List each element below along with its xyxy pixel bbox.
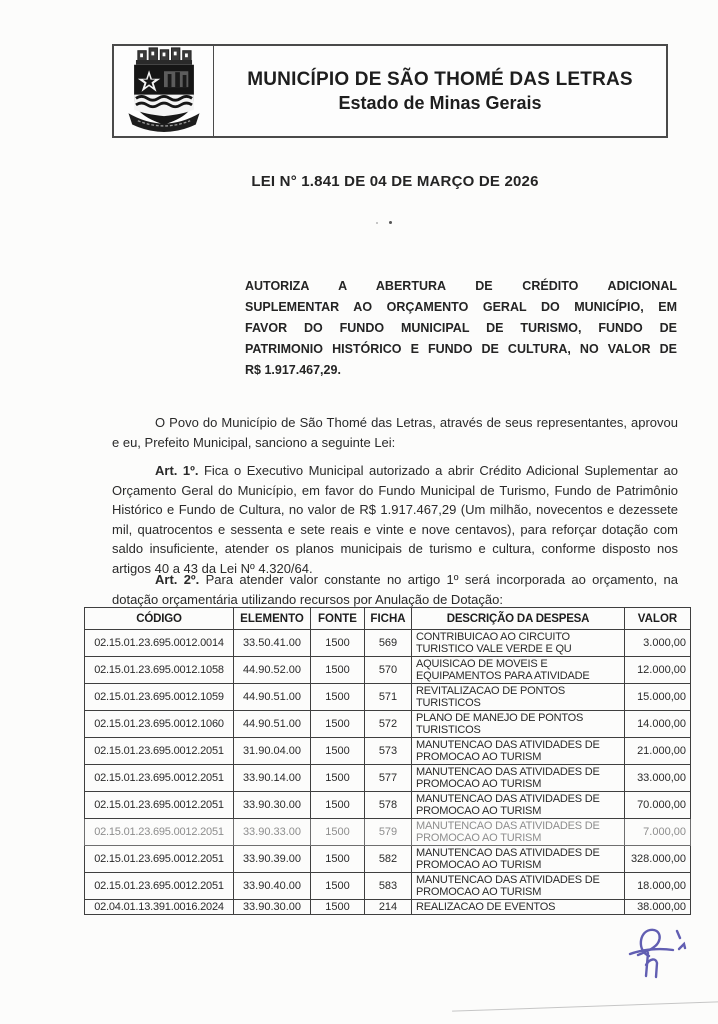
cell-ficha: 569 xyxy=(365,630,412,657)
cell-codigo: 02.15.01.23.695.0012.2051 xyxy=(85,846,234,873)
table-row xyxy=(85,900,691,915)
table-row xyxy=(85,846,691,873)
cell-descricao: MANUTENCAO DAS ATIVIDADES DE PROMOCAO AO TURISM xyxy=(412,792,625,819)
cell-elemento: 33.50.41.00 xyxy=(234,630,311,657)
article-1-text: Fica o Executivo Municipal autorizado a abrir Crédito Adicional Suplementar ao Orçamento Geral do Município, em favor do Fundo Municipal de Turismo, Fundo de Patrimônio Histórico e Fundo de Cultura, no valor de R$ 1.917.467,29 (Um milhão, novecentos e dezessete mil, quatrocentos e sessenta e sete reais e vinte e nove centavos), para reforçar dotação com saldo insuficiente, atender os planos municipais de turismo e cultura, conforme disposto nos artigos 40 a 43 da Lei Nº 4.320/64. xyxy=(112,463,678,576)
preamble-paragraph: O Povo do Município de São Thomé das Letras, através de seus representantes, aprovou e eu, Prefeito Municipal, sanciono a seguinte Lei: xyxy=(112,415,678,450)
logo-cell xyxy=(114,46,214,136)
table-row xyxy=(85,684,691,711)
letterhead-text xyxy=(214,46,666,136)
cell-descricao: MANUTENCAO DAS ATIVIDADES DE PROMOCAO AO TURISM xyxy=(412,765,625,792)
cell-descricao: MANUTENCAO DAS ATIVIDADES DE PROMOCAO AO TURISM xyxy=(412,738,625,765)
table-row xyxy=(85,765,691,792)
column-header-descricao: DESCRIÇÃO DA DESPESA xyxy=(412,608,625,630)
scan-artifact-dot xyxy=(376,222,378,224)
cell-valor: 21.000,00 xyxy=(625,738,691,765)
cell-elemento: 33.90.39.00 xyxy=(234,846,311,873)
cell-descricao: PLANO DE MANEJO DE PONTOS TURISTICOS xyxy=(412,711,625,738)
cell-codigo: 02.04.01.13.391.0016.2024 xyxy=(85,900,234,915)
scan-artifact-dot xyxy=(389,221,392,224)
cell-codigo: 02.15.01.23.695.0012.1059 xyxy=(85,684,234,711)
cell-fonte: 1500 xyxy=(311,900,365,915)
cell-codigo: 02.15.01.23.695.0012.2051 xyxy=(85,819,234,846)
cell-valor: 7.000,00 xyxy=(625,819,691,846)
signature-initials-icon xyxy=(620,920,700,1000)
cell-codigo: 02.15.01.23.695.0012.2051 xyxy=(85,738,234,765)
ementa-line: AUTORIZA A ABERTURA DE CRÉDITO ADICIONAL xyxy=(245,279,677,293)
cell-elemento: 33.90.30.00 xyxy=(234,900,311,915)
cell-elemento: 44.90.51.00 xyxy=(234,684,311,711)
column-header-codigo: CÓDIGO xyxy=(85,608,234,630)
ementa-line: SUPLEMENTAR AO ORÇAMENTO GERAL DO MUNICÍPIO, EM xyxy=(245,300,677,314)
cell-ficha: 577 xyxy=(365,765,412,792)
article-2-label: Art. 2º. xyxy=(155,572,200,587)
cell-descricao: MANUTENCAO DAS ATIVIDADES DE PROMOCAO AO TURISM xyxy=(412,846,625,873)
budget-table-body xyxy=(85,630,691,915)
cell-descricao: MANUTENCAO DAS ATIVIDADES DE PROMOCAO AO TURISM xyxy=(412,819,625,846)
cell-descricao: REVITALIZACAO DE PONTOS TURISTICOS xyxy=(412,684,625,711)
state-name: Estado de Minas Gerais xyxy=(338,92,542,113)
cell-codigo: 02.15.01.23.695.0012.2051 xyxy=(85,873,234,900)
cell-valor: 15.000,00 xyxy=(625,684,691,711)
coat-of-arms-icon xyxy=(126,46,202,137)
article-2-text: Para atender valor constante no artigo 1º será incorporada ao orçamento, na dotação orçamentária utilizando recursos por Anulação de Dotação: xyxy=(112,572,678,607)
cell-fonte: 1500 xyxy=(311,684,365,711)
article-1-paragraph xyxy=(112,461,678,578)
cell-elemento: 44.90.51.00 xyxy=(234,711,311,738)
table-row xyxy=(85,819,691,846)
cell-fonte: 1500 xyxy=(311,711,365,738)
cell-ficha: 582 xyxy=(365,846,412,873)
cell-elemento: 33.90.33.00 xyxy=(234,819,311,846)
cell-valor: 33.000,00 xyxy=(625,765,691,792)
table-row xyxy=(85,792,691,819)
cell-valor: 3.000,00 xyxy=(625,630,691,657)
cell-valor: 12.000,00 xyxy=(625,657,691,684)
cell-ficha: 572 xyxy=(365,711,412,738)
column-header-valor: VALOR xyxy=(625,608,691,630)
municipality-name: MUNICÍPIO DE SÃO THOMÉ DAS LETRAS xyxy=(247,68,633,90)
column-header-ficha: FICHA xyxy=(365,608,412,630)
cell-fonte: 1500 xyxy=(311,873,365,900)
cell-codigo: 02.15.01.23.695.0012.0014 xyxy=(85,630,234,657)
cell-descricao: CONTRIBUICAO AO CIRCUITO TURISTICO VALE VERDE E QU xyxy=(412,630,625,657)
column-header-elemento: ELEMENTO xyxy=(234,608,311,630)
column-header-fonte: FONTE xyxy=(311,608,365,630)
cell-descricao: REALIZACAO DE EVENTOS xyxy=(412,900,625,915)
cell-ficha: 214 xyxy=(365,900,412,915)
cell-elemento: 33.90.30.00 xyxy=(234,792,311,819)
cell-ficha: 579 xyxy=(365,819,412,846)
ementa-line: R$ 1.917.467,29. xyxy=(245,363,341,377)
table-row xyxy=(85,630,691,657)
cell-fonte: 1500 xyxy=(311,738,365,765)
cell-fonte: 1500 xyxy=(311,792,365,819)
cell-ficha: 583 xyxy=(365,873,412,900)
table-header-row xyxy=(85,608,691,630)
scan-artifact-line xyxy=(452,1001,718,1011)
cell-descricao: AQUISICAO DE MOVEIS E EQUIPAMENTOS PARA ATIVIDADE xyxy=(412,657,625,684)
cell-ficha: 578 xyxy=(365,792,412,819)
table-row xyxy=(85,711,691,738)
cell-descricao: MANUTENCAO DAS ATIVIDADES DE PROMOCAO AO TURISM xyxy=(412,873,625,900)
cell-codigo: 02.15.01.23.695.0012.1060 xyxy=(85,711,234,738)
cell-ficha: 570 xyxy=(365,657,412,684)
cell-elemento: 31.90.04.00 xyxy=(234,738,311,765)
cell-valor: 70.000,00 xyxy=(625,792,691,819)
cell-fonte: 1500 xyxy=(311,630,365,657)
cell-ficha: 573 xyxy=(365,738,412,765)
table-row xyxy=(85,657,691,684)
table-row xyxy=(85,738,691,765)
cell-valor: 38.000,00 xyxy=(625,900,691,915)
cell-fonte: 1500 xyxy=(311,657,365,684)
article-2-paragraph xyxy=(112,570,678,609)
article-1-label: Art. 1º. xyxy=(155,463,199,478)
ementa-line: PATRIMONIO HISTÓRICO E FUNDO DE CULTURA, NO VALOR DE xyxy=(245,342,677,356)
cell-codigo: 02.15.01.23.695.0012.2051 xyxy=(85,765,234,792)
ementa-line: FAVOR DO FUNDO MUNICIPAL DE TURISMO, FUNDO DE xyxy=(245,321,677,335)
cell-valor: 328.000,00 xyxy=(625,846,691,873)
cell-fonte: 1500 xyxy=(311,819,365,846)
table-row xyxy=(85,873,691,900)
law-title: LEI N° 1.841 DE 04 DE MARÇO DE 2026 xyxy=(251,173,539,190)
cell-elemento: 33.90.14.00 xyxy=(234,765,311,792)
cell-valor: 14.000,00 xyxy=(625,711,691,738)
cell-codigo: 02.15.01.23.695.0012.1058 xyxy=(85,657,234,684)
law-summary-ementa xyxy=(245,276,677,381)
cell-ficha: 571 xyxy=(365,684,412,711)
budget-table xyxy=(84,607,691,915)
cell-fonte: 1500 xyxy=(311,846,365,873)
cell-fonte: 1500 xyxy=(311,765,365,792)
cell-elemento: 44.90.52.00 xyxy=(234,657,311,684)
cell-codigo: 02.15.01.23.695.0012.2051 xyxy=(85,792,234,819)
cell-valor: 18.000,00 xyxy=(625,873,691,900)
letterhead xyxy=(112,44,668,138)
cell-elemento: 33.90.40.00 xyxy=(234,873,311,900)
